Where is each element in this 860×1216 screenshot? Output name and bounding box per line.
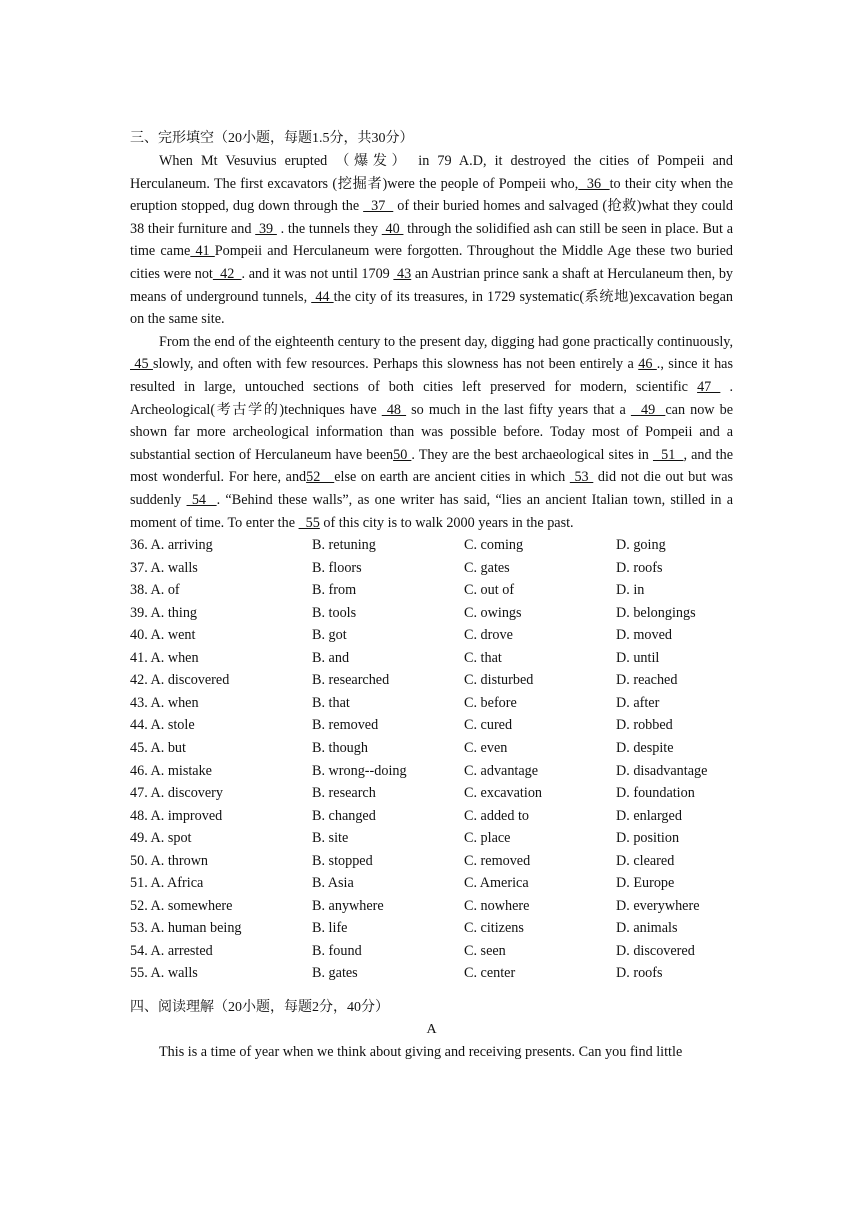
passage-text: . Archeological(考古学的)techniques have bbox=[130, 378, 733, 418]
choice-option: 41. A. when bbox=[130, 649, 199, 666]
question-row bbox=[130, 805, 733, 828]
choice-option: D. roofs bbox=[616, 965, 663, 982]
choice-option: C. place bbox=[464, 830, 511, 847]
question-row bbox=[130, 737, 733, 760]
choice-option: C. even bbox=[464, 740, 508, 757]
passage-label: A bbox=[426, 1022, 437, 1038]
choice-option: D. in bbox=[616, 582, 645, 599]
choice-option: D. despite bbox=[616, 740, 674, 757]
answer-blank: 37 bbox=[363, 198, 394, 215]
choice-option: 55. A. walls bbox=[130, 965, 198, 982]
choice-option: 46. A. mistake bbox=[130, 762, 212, 779]
passage-text: . and it was not until 1709 bbox=[241, 265, 394, 282]
passage-text: From the end of the eighteenth century to the present day, digging had gone practically continuously, bbox=[159, 333, 733, 350]
choice-option: B. tools bbox=[312, 604, 357, 621]
section3-title: 三、完形填空（20小题，每题1.5分，共30分） bbox=[130, 131, 414, 146]
choice-option: B. removed bbox=[312, 717, 379, 734]
choice-option: D. enlarged bbox=[616, 807, 682, 824]
answer-blank: 45 bbox=[130, 356, 153, 373]
choice-option: 36. A. arriving bbox=[130, 537, 213, 554]
choice-option: 38. A. of bbox=[130, 582, 180, 599]
choice-option: 51. A. Africa bbox=[130, 875, 204, 892]
choice-option: C. citizens bbox=[464, 920, 524, 937]
question-row bbox=[130, 602, 733, 625]
choice-option: 49. A. spot bbox=[130, 830, 192, 847]
question-row bbox=[130, 714, 733, 737]
passage-text: else on earth are ancient cities in which bbox=[334, 469, 570, 486]
choice-option: C. removed bbox=[464, 852, 531, 869]
choice-option: C. drove bbox=[464, 627, 513, 644]
choice-option: C. that bbox=[464, 649, 502, 666]
choice-option: 54. A. arrested bbox=[130, 942, 213, 959]
choice-option: B. from bbox=[312, 582, 357, 599]
answer-blank: 52 bbox=[306, 469, 335, 486]
answer-blank: 43 bbox=[393, 265, 412, 282]
passage-text: of this city is to walk 2000 years in the past. bbox=[319, 514, 574, 531]
answer-blank: 51 bbox=[652, 446, 684, 463]
answer-blank: 47 bbox=[697, 378, 721, 395]
choice-option: C. before bbox=[464, 694, 517, 711]
passage-text: to their city when the eruption stopped, dug down through the bbox=[130, 175, 734, 215]
choice-option: 39. A. thing bbox=[130, 604, 198, 621]
exam-page bbox=[130, 128, 733, 1064]
choice-option: C. added to bbox=[464, 807, 530, 824]
choice-option: B. though bbox=[312, 740, 368, 757]
passage-text: so much in the last fifty years that a bbox=[406, 401, 631, 418]
question-row bbox=[130, 579, 733, 602]
choice-option: B. wrong--doing bbox=[312, 762, 407, 779]
choice-option: C. America bbox=[464, 875, 529, 892]
question-row bbox=[130, 624, 733, 647]
choice-option: B. found bbox=[312, 942, 362, 959]
choice-option: C. disturbed bbox=[464, 672, 534, 689]
passage-text: the city of its treasures, in 1729 systematic(系统地)excavation began on the same site. bbox=[130, 288, 733, 328]
answer-blank: 44 bbox=[311, 288, 334, 305]
choice-option: D. disadvantage bbox=[616, 762, 708, 779]
answer-blank: 48 bbox=[381, 401, 407, 418]
question-row bbox=[130, 872, 733, 895]
passage-text: can now be shown far more archeological information than was possible before. Today most of Pompeii and a substantial section of Herculaneum have been bbox=[130, 401, 734, 463]
choice-option: C. cured bbox=[464, 717, 513, 734]
passage-text: When Mt Vesuvius erupted （爆发） in 79 A.D, it destroyed the cities of Pompeii and Herculaneum. The first excavators (挖掘者)were the people of Pompeii who, bbox=[130, 153, 733, 192]
question-row bbox=[130, 647, 733, 670]
answer-blank: 54 bbox=[186, 491, 217, 508]
section4-title: 四、阅读理解（20小题，每题2分，40分） bbox=[130, 1000, 389, 1016]
answer-blank: 55 bbox=[298, 514, 320, 531]
choice-option: C. center bbox=[464, 965, 516, 982]
choice-option: D. reached bbox=[616, 672, 678, 689]
passage-text: through the solidified ash can still be seen in place. But a time came bbox=[130, 220, 733, 260]
passage-text: Pompeii and Herculaneum were forgotten. Throughout the Middle Age these two buried cities were not bbox=[130, 243, 733, 282]
choice-option: 40. A. went bbox=[130, 627, 196, 644]
choice-option: B. changed bbox=[312, 807, 376, 824]
choice-option: C. coming bbox=[464, 537, 524, 554]
answer-blank: 41 bbox=[190, 243, 215, 260]
passage-text: , and the most wonderful. For here, and bbox=[130, 446, 734, 486]
choice-option: C. seen bbox=[464, 942, 506, 959]
answer-blank: 42 bbox=[212, 265, 242, 282]
choice-option: D. discovered bbox=[616, 942, 695, 959]
choice-option: B. floors bbox=[312, 559, 362, 576]
question-row bbox=[130, 534, 733, 557]
question-row bbox=[130, 782, 733, 805]
choice-option: 53. A. human being bbox=[130, 920, 242, 937]
choice-option: 42. A. discovered bbox=[130, 672, 230, 689]
choice-option: B. gates bbox=[312, 965, 358, 982]
choice-option: 45. A. but bbox=[130, 740, 186, 757]
choice-option: D. foundation bbox=[616, 785, 695, 802]
choice-option: B. Asia bbox=[312, 875, 354, 892]
answer-blank: 36 bbox=[578, 175, 610, 192]
question-row bbox=[130, 917, 733, 940]
choice-option: B. got bbox=[312, 627, 347, 644]
passage-text: an Austrian prince sank a shaft at Herculaneum then, by means of underground tunnels, bbox=[130, 265, 734, 305]
choice-option: C. nowhere bbox=[464, 897, 530, 914]
choice-option: D. after bbox=[616, 694, 660, 711]
choice-option: B. anywhere bbox=[312, 897, 384, 914]
answer-blank: 40 bbox=[381, 220, 404, 237]
question-row bbox=[130, 827, 733, 850]
choice-option: C. owings bbox=[464, 604, 522, 621]
choice-option: D. cleared bbox=[616, 852, 675, 869]
choice-option: 43. A. when bbox=[130, 694, 199, 711]
passage-text: . the tunnels they bbox=[276, 220, 382, 237]
question-row bbox=[130, 850, 733, 873]
choice-option: D. animals bbox=[616, 920, 678, 937]
choice-option: D. position bbox=[616, 830, 680, 847]
choice-option: C. gates bbox=[464, 559, 510, 576]
choice-option: B. site bbox=[312, 830, 349, 847]
choice-option: B. stopped bbox=[312, 852, 373, 869]
choice-option: B. that bbox=[312, 694, 350, 711]
question-row bbox=[130, 962, 733, 985]
passage-text: of their buried homes and salvaged (抢救)what they could 38 their furniture and bbox=[130, 198, 733, 237]
question-row bbox=[130, 760, 733, 783]
options-list bbox=[130, 534, 733, 985]
passage-text: . “Behind these walls”, as one writer has said, “lies an ancient Italian town, stilled in a moment of time. To enter the bbox=[130, 491, 734, 531]
choice-option: D. going bbox=[616, 537, 666, 554]
choice-option: D. moved bbox=[616, 627, 672, 644]
passage-text: . They are the best archaeological sites in bbox=[411, 446, 653, 463]
answer-blank: 50 bbox=[393, 446, 412, 463]
answer-blank: 49 bbox=[630, 401, 666, 418]
choice-option: D. belongings bbox=[616, 604, 696, 621]
choice-option: 47. A. discovery bbox=[130, 785, 223, 802]
choice-option: D. robbed bbox=[616, 717, 673, 734]
choice-option: B. and bbox=[312, 649, 350, 666]
passage-paragraph-2 bbox=[130, 331, 733, 534]
choice-option: B. life bbox=[312, 920, 348, 937]
passage-paragraph-1 bbox=[130, 150, 733, 331]
choice-option: C. excavation bbox=[464, 785, 543, 802]
choice-option: 52. A. somewhere bbox=[130, 897, 233, 914]
answer-blank: 53 bbox=[569, 469, 594, 486]
passage-text: did not die out but was suddenly bbox=[130, 469, 734, 508]
choice-option: C. out of bbox=[464, 582, 515, 599]
choice-option: D. until bbox=[616, 649, 660, 666]
choice-option: 50. A. thrown bbox=[130, 852, 209, 869]
question-row bbox=[130, 669, 733, 692]
answer-blank: 39 bbox=[255, 220, 277, 237]
choice-option: D. Europe bbox=[616, 875, 675, 892]
question-row bbox=[130, 692, 733, 715]
choice-option: C. advantage bbox=[464, 762, 539, 779]
choice-option: D. roofs bbox=[616, 559, 663, 576]
choice-option: D. everywhere bbox=[616, 897, 700, 914]
section4-intro: This is a time of year when we think about giving and receiving presents. Can you find little bbox=[159, 1044, 683, 1061]
choice-option: B. researched bbox=[312, 672, 390, 689]
question-row bbox=[130, 895, 733, 918]
passage-text: ., since it has resulted in large, untouched sections of both cities left preserved for modern, scientific bbox=[130, 356, 734, 395]
choice-option: 37. A. walls bbox=[130, 559, 198, 576]
question-row bbox=[130, 940, 733, 963]
choice-option: 44. A. stole bbox=[130, 717, 195, 734]
passage-text: slowly, and often with few resources. Perhaps this slowness has not been entirely a bbox=[152, 356, 639, 373]
choice-option: B. research bbox=[312, 785, 376, 802]
answer-blank: 46 bbox=[638, 356, 657, 373]
choice-option: B. retuning bbox=[312, 537, 376, 554]
question-row bbox=[130, 557, 733, 580]
choice-option: 48. A. improved bbox=[130, 807, 223, 824]
